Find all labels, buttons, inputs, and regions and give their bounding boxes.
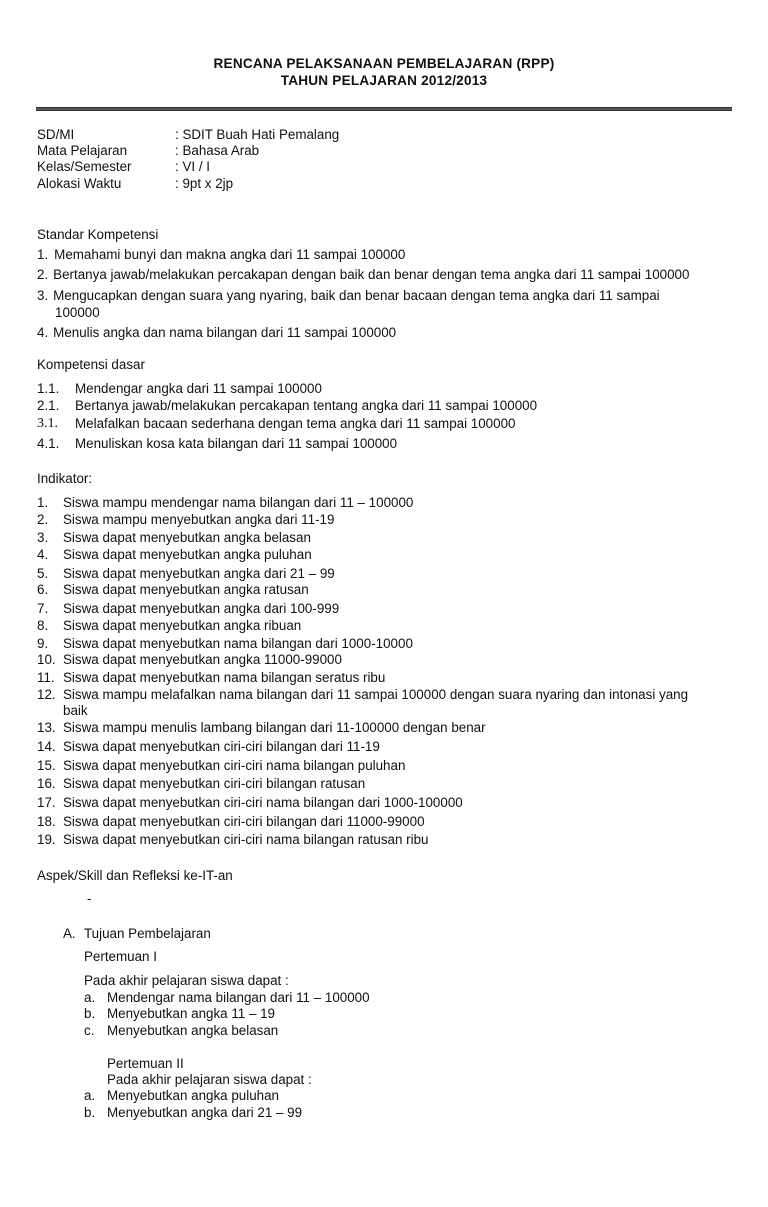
kompetensi-item-text: Mendengar angka dari 11 sampai 100000 [75,381,322,396]
indikator-text: Siswa dapat menyebutkan angka belasan [63,530,311,545]
tujuan-item-letter: c. [84,1023,95,1038]
indikator-text: Siswa dapat menyebutkan angka 11000-99000 [63,652,342,667]
indikator-text: Siswa dapat menyebutkan angka puluhan [63,547,312,562]
indikator-number: 9. [37,636,49,651]
pertemuan-1-intro: Pada akhir pelajaran siswa dapat : [84,973,289,988]
identity-value: : Bahasa Arab [175,143,260,158]
indikator-text: Siswa dapat menyebutkan ciri-ciri nama bilangan dari 1000-100000 [63,795,463,810]
indikator-number: 16. [37,776,56,791]
kompetensi-item: 2.1. [37,398,60,413]
identity-label: Alokasi Waktu [37,176,122,191]
kompetensi-item-text: Bertanya jawab/melakukan percakapan tentang angka dari 11 sampai 100000 [75,398,538,413]
indikator-number: 19. [37,832,56,847]
standar-item: 1. Memahami bunyi dan makna angka dari 11 sampai 100000 [37,247,406,262]
identity-label: Kelas/Semester [37,159,132,174]
tujuan-item-letter: a. [84,1088,96,1103]
standar-heading: Standar Kompetensi [37,227,159,242]
indikator-number: 8. [37,618,49,633]
standar-item: 4. Menulis angka dan nama bilangan dari 11 sampai 100000 [37,325,397,340]
indikator-text: Siswa mampu menulis lambang bilangan dari 11-100000 dengan benar [63,720,486,735]
tujuan-item-letter: a. [84,990,96,1005]
indikator-text: Siswa dapat menyebutkan ciri-ciri bilangan ratusan [63,776,366,791]
indikator-text: Siswa dapat menyebutkan ciri-ciri nama bilangan ratusan ribu [63,832,429,847]
pertemuan-2-title: Pertemuan II [107,1056,184,1071]
header-divider [36,107,732,111]
kompetensi-item-text: Melafalkan bacaan sederhana dengan tema angka dari 11 sampai 100000 [75,416,516,431]
document-subtitle: TAHUN PELAJARAN 2012/2013 [280,73,488,88]
tujuan-item-text: Menyebutkan angka belasan [107,1023,279,1038]
indikator-text: Siswa dapat menyebutkan angka dari 100-999 [63,601,340,616]
indikator-text: Siswa mampu melafalkan nama bilangan dari 11 sampai 100000 dengan suara nyaring dan intonasi yang [63,687,689,702]
indikator-number: 4. [37,547,49,562]
indikator-text: Siswa dapat menyebutkan angka dari 21 – 99 [63,566,335,581]
tujuan-item-text: Menyebutkan angka puluhan [107,1088,279,1103]
indikator-heading: Indikator: [37,471,93,486]
kompetensi-heading: Kompetensi dasar [37,357,145,372]
indikator-number: 15. [37,758,56,773]
indikator-number: 2. [37,512,49,527]
standar-item: 2. Bertanya jawab/melakukan percakapan dengan baik dan benar dengan tema angka dari 11 sampai 100000 [37,267,690,282]
standar-item: 3. Mengucapkan dengan suara yang nyaring, baik dan benar bacaan dengan tema angka dari 11 sampai [37,288,660,303]
indikator-number: 3. [37,530,49,545]
indikator-number: 14. [37,739,56,754]
indikator-number: 10. [37,652,56,667]
indikator-number: 11. [37,670,55,685]
indikator-number: 18. [37,814,56,829]
identity-value: : 9pt x 2jp [175,176,234,191]
identity-label: SD/MI [37,127,75,142]
indikator-number: 12. [37,687,56,702]
tujuan-item-text: Menyebutkan angka dari 21 – 99 [107,1105,303,1120]
indikator-text-continuation: baik [63,703,88,718]
indikator-text: Siswa mampu menyebutkan angka dari 11-19 [63,512,335,527]
tujuan-item-letter: b. [84,1105,96,1120]
indikator-text: Siswa dapat menyebutkan ciri-ciri bilangan dari 11000-99000 [63,814,425,829]
indikator-number: 17. [37,795,56,810]
tujuan-item-text: Mendengar nama bilangan dari 11 – 100000 [107,990,370,1005]
standar-item-continuation: 100000 [55,305,100,320]
indikator-number: 7. [37,601,49,616]
kompetensi-item: 1.1. [37,381,60,396]
indikator-text: Siswa dapat menyebutkan angka ribuan [63,618,302,633]
indikator-text: Siswa mampu mendengar nama bilangan dari 11 – 100000 [63,495,414,510]
indikator-number: 6. [37,582,49,597]
indikator-text: Siswa dapat menyebutkan ciri-ciri nama bilangan puluhan [63,758,406,773]
identity-value: : VI / I [175,159,210,174]
pertemuan-1-title: Pertemuan I [84,949,157,964]
indikator-text: Siswa dapat menyebutkan ciri-ciri bilangan dari 11-19 [63,739,380,754]
indikator-number: 5. [37,566,49,581]
indikator-number: 1. [37,495,49,510]
tujuan-item-letter: b. [84,1006,96,1021]
kompetensi-item: 4.1. [37,436,60,451]
pertemuan-2-intro: Pada akhir pelajaran siswa dapat : [107,1072,312,1087]
tujuan-item-text: Menyebutkan angka 11 – 19 [107,1006,276,1021]
aspek-value: - [87,891,92,906]
kompetensi-item-text: Menuliskan kosa kata bilangan dari 11 sampai 100000 [75,436,398,451]
kompetensi-item: 3.1. [37,416,58,431]
indikator-text: Siswa dapat menyebutkan angka ratusan [63,582,309,597]
tujuan-letter: A. [63,926,76,941]
indikator-number: 13. [37,720,56,735]
document-title: RENCANA PELAKSANAAN PEMBELAJARAN (RPP) [213,56,555,71]
identity-value: : SDIT Buah Hati Pemalang [175,127,340,142]
indikator-text: Siswa dapat menyebutkan nama bilangan dari 1000-10000 [63,636,413,651]
indikator-text: Siswa dapat menyebutkan nama bilangan seratus ribu [63,670,386,685]
identity-label: Mata Pelajaran [37,143,128,158]
aspek-heading: Aspek/Skill dan Refleksi ke-IT-an [37,868,233,883]
tujuan-heading: Tujuan Pembelajaran [84,926,211,941]
